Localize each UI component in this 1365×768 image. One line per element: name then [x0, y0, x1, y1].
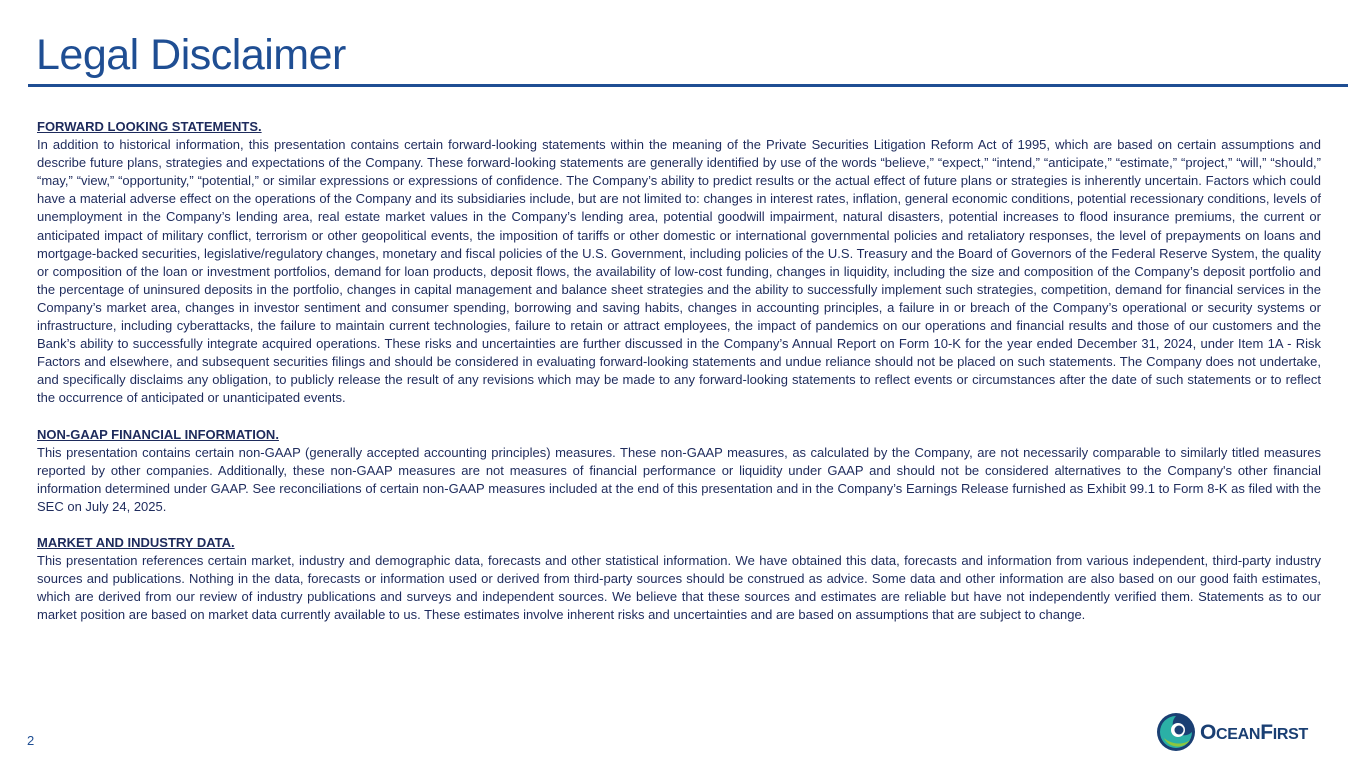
logo-wordmark [1200, 722, 1308, 743]
logo-wordmark-part: IRST [1272, 725, 1308, 743]
oceanfirst-logo [1156, 712, 1308, 752]
section-market-industry [37, 534, 1321, 624]
section-non-gaap [37, 426, 1321, 516]
page-title: Legal Disclaimer [36, 31, 346, 79]
section-heading: MARKET AND INDUSTRY DATA. [37, 534, 235, 550]
section-body: In addition to historical information, this presentation contains certain forward-looking statements within the meaning of the Private Securities Litigation Reform Act of 1995, which are based on certain assumptions and describe future plans, strategies and expectations of the Company. These forward-looking statements are generally identified by use of the words “believe,” “expect,” “intend,” “anticipate,” “estimate,” “project,” “will,” “should,” “may,” “view,” “opportunity,” “potential,” or similar expressions or expressions of confidence. The Company’s ability to predict results or the actual effect of future plans or strategies is inherently uncertain. Factors which could have a material adverse effect on the operations of the Company and its subsidiaries include, but are not limited to: changes in interest rates, inflation, general economic conditions, potential recessionary conditions, levels of unemployment in the Company’s lending area, real estate market values in the Company’s lending area, potential goodwill impairment, natural disasters, potential increases to flood insurance premiums, the current or anticipated impact of military conflict, terrorism or other geopolitical events, the imposition of tariffs or other domestic or international governmental policies and retaliatory responses, the level of prepayments on loans and mortgage-backed securities, legislative/regulatory changes, monetary and fiscal policies of the U.S. Government, including policies of the U.S. Treasury and the Board of Governors of the Federal Reserve System, the quality or composition of the loan or investment portfolios, demand for loan products, deposit flows, the availability of low-cost funding, changes in liquidity, including the size and composition of the Company’s deposit portfolio and the percentage of uninsured deposits in the portfolio, changes in capital management and balance sheet strategies and the ability to successfully implement such strategies, competition, demand for financial services in the Company’s market area, changes in investor sentiment and consumer spending, borrowing and saving habits, changes in accounting principles, a failure in or breach of the Company’s operational or security systems or infrastructure, including cyberattacks, the failure to maintain current technologies, failure to retain or attract employees, the impact of pandemics on our operations and financial results and those of our customers and the Bank’s ability to successfully integrate acquired operations. These risks and uncertainties are further discussed in the Company’s Annual Report on Form 10-K for the year ended December 31, 2024, under Item 1A - Risk Factors and elsewhere, and subsequent securities filings and should be considered in evaluating forward-looking statements and undue reliance should not be placed on such statements. The Company does not undertake, and specifically disclaims any obligation, to publicly release the result of any revisions which may be made to any forward-looking statements to reflect events or circumstances after the date of such statements or to reflect the occurrence of anticipated or unanticipated events. [37, 137, 1321, 406]
section-heading: FORWARD LOOKING STATEMENTS. [37, 119, 262, 134]
oceanfirst-wave-logo-icon [1156, 712, 1196, 752]
section-body: This presentation references certain market, industry and demographic data, forecasts and other statistical information. We have obtained this data, forecasts and information from various independent, third-party industry sources and publications. Nothing in the data, forecasts or information used or derived from third-party sources should be construed as advice. Some data and other information are also based on our good faith estimates, which are derived from our review of industry publications and surveys and independent sources. We believe that these sources and estimates are reliable but have not independently verified them. Statements as to our market position are based on market data currently available to us. These estimates involve inherent risks and uncertainties and are based on assumptions that are subject to change. [37, 553, 1321, 623]
page-number: 2 [27, 733, 35, 748]
title-divider [28, 84, 1348, 87]
section-forward-looking [37, 118, 1321, 408]
logo-wordmark-part: O [1200, 720, 1217, 744]
disclaimer-content [37, 118, 1321, 642]
section-heading: NON-GAAP FINANCIAL INFORMATION. [37, 426, 279, 442]
logo-wordmark-part: F [1260, 720, 1273, 744]
logo-wordmark-part: CEAN [1216, 725, 1261, 743]
section-body: This presentation contains certain non-GAAP (generally accepted accounting principles) measures. These non-GAAP measures, as calculated by the Company, are not necessarily comparable to similarly titled measures reported by other companies. Additionally, these non-GAAP measures are not measures of financial performance or liquidity under GAAP and should not be considered alternatives to the Company's other financial information determined under GAAP. See reconciliations of certain non-GAAP measures included at the end of this presentation and in the Company’s Earnings Release furnished as Exhibit 99.1 to Form 8-K as filed with the SEC on July 24, 2025. [37, 444, 1321, 514]
